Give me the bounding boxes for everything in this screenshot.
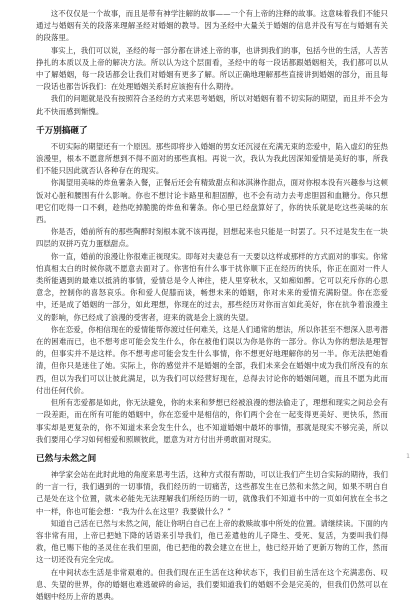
paragraph: 不切实际的期望还有一个原因。那些即将步入婚姻的男女还沉浸在充满无束的恋爱中，陷入虚幻的狂热浪漫里，根本不愿意所想到不得不面对的那些真相。再说一次，我认为我此因深知爱情是美好的事，所我们不能只因此就否认各种存在的现实。: [36, 141, 388, 176]
paragraph: 在中间状态生活是非常艰难的。但我们现在正生活在这种状态下，我们目前生活在这个充满悲伤、叹息、失望的世界，你的婚姻也难逃破碎的命运，我们要知道我们的婚姻不会是完美的，但我们仍然可以在婚姻中经历上帝的恩典。: [36, 567, 388, 601]
paragraph: 知道自己活在已然与未然之间，能让你明白自己在上帝的救赎故事中所处的位置。请继续读。下面的内容非常有用，上帝已把她下降的话语来引导我们，他已差遣他的儿子降生、受死、复活，为要叫我们得救，他已赐下他的圣灵住在我们里面，他已把他的教会建立在世上，他已经开始了更新万物的工作，然而这一切还没有完全完成。: [36, 518, 388, 565]
paragraph: 事实上，我们可以说，圣经的每一部分都在讲述上帝的事，也讲到我们的事，包括今世的生活，人苦苦挣扎的本质以及上帝的解决方法。所以认为这个层面看，圣经中的每一段话都跟婚姻相关，我们都可以从中了解婚姻，每一段话都会让我们对婚姻有更多了解。所以正确地理解那些直接讲到婚姻的部分，而且每一段话也都告诉我们：在处理婚姻关系时应该抱有什么期待。: [36, 45, 388, 92]
paragraph: 你在恋爱，你相信现在的爱情能帮你渡过任何难关，这是人们通常的想法，所以你甚至不想深入思考潜在的困难而已，也不想考虑可能会发生什么，你在被他们误以为你是你的一部分。你认为你的想法是理智的，但事实并不是这样。你不想考虑可能会发生什么事情，你不想更好地理解你的另一半。你无法把她看清，但你只是迷住了她。实际上，你的感觉并不是婚姻的全部，我们未来会在婚姻中成为我们所没有的东西，但以为我们可以让彼此满足，以为我们可以经营好现在，总得去讨论你的婚姻问题，而且不愿为此而付出任何代价。: [36, 324, 388, 395]
section-dont-mess-up: [36, 125, 388, 446]
section-heading: 千万别搞砸了: [36, 125, 88, 136]
page-number: 1: [406, 453, 410, 460]
paragraph: 你是否，婚前所有的那些陶醉时刻根本就不该再提，回想起来也只能是一时罢了。只不过是发生在一块四层的双拼巧克力蛋糕甜点。: [36, 227, 388, 249]
paragraph: 但所有恋爱都是如此，你无法避免，你的未来和梦想已经被浪漫的想法偷走了，理想和现实之间总会有一段差距，而在所有可能的婚姻中，你在恋爱中是相信的，你们两个会在一起变得更美好、更快乐，然而事实却是更复杂的，你不知道未来会发生什么，也不知道婚姻中最坏的事情，那就是现实不够完美，所以我们要用心学习如何相爱和照顾彼此，愿意为对方付出并勇敢面对现实。: [36, 398, 388, 444]
intro-section: [36, 8, 388, 118]
paragraph: 你一直，婚前的浪漫让你很难正视现实。即每对夫妻总有一天要以这样或那样的方式面对的事实。你常怕真相太白的时候你就不愿意去面对了。你害怕有什么事干扰你顺下正在经历的快乐，你正在面对一件人类所能遇到的最难以抵消的事情，爱情总是令人神往，使人里穿秋水，又如痴如醉。它可以充斥你的心思意念，控制你的喜怒哀乐。你和爱人促膝而谈，畅想未来的婚姻，你对未来的爱情充满盼望。你在恋爱中，还是成了婚姻的一部分，如此理想，你现在的过去，那些经历对你而言如此美好，你在抗争着浪漫主义的影响，你已经成了浪漫的受害者，迎来的就是会上演的失望。: [36, 251, 388, 322]
paragraph: 神学家会站在此时此地的角度来思考生活，这种方式很有帮助，可以让我们产生切合实际的期待，我们的一言一行，我们遇到的一切事情，我们经历的一切痛苦，这些都发生在已然和未然之间，如果不明白自己是处在这个位置，就未必能先无法理解我们所经历的一切，就像我们不知道书中的一页如何放在全书之中一样，你也可能会想：“我为什么在这里？我要做什么？”: [36, 469, 388, 516]
paragraph: 你渴望用美味的炸鱼薯条入餐，正餐后还会有精致甜点和冰淇淋作甜点，面对你根本没有兴趣参与这顿饭对心脏和腰围有什么影响。你也不想讨论卡路里和胆固醇，也不会有动力去考虑胆固和血糖分。你只想吧它们吃得一口不剩，趁热吃掉脆脆的炸鱼和薯条。你心里已经盘算好了，你的快乐就是吃这些美味的东西。: [36, 178, 388, 225]
section-already-not-yet: [36, 453, 388, 603]
section-heading: 已然与未然之间: [36, 453, 97, 464]
paragraph: 这不仅仅是一个故事，而且是带有神学注解的故事——一个有上帝的注释的故事。这意味着我们不能只通过与婚姻有关的段落来理解圣经对婚姻的教导。因为圣经中大量关于婚姻的信息并没有写在与婚姻有关的段落里。: [36, 9, 388, 43]
paragraph: 我们的问题就是没有按照符合圣经的方式来思考婚姻，所以对婚姻有着不切实际的期望，而且并不会为此不快而感到惭愧。: [36, 94, 388, 116]
